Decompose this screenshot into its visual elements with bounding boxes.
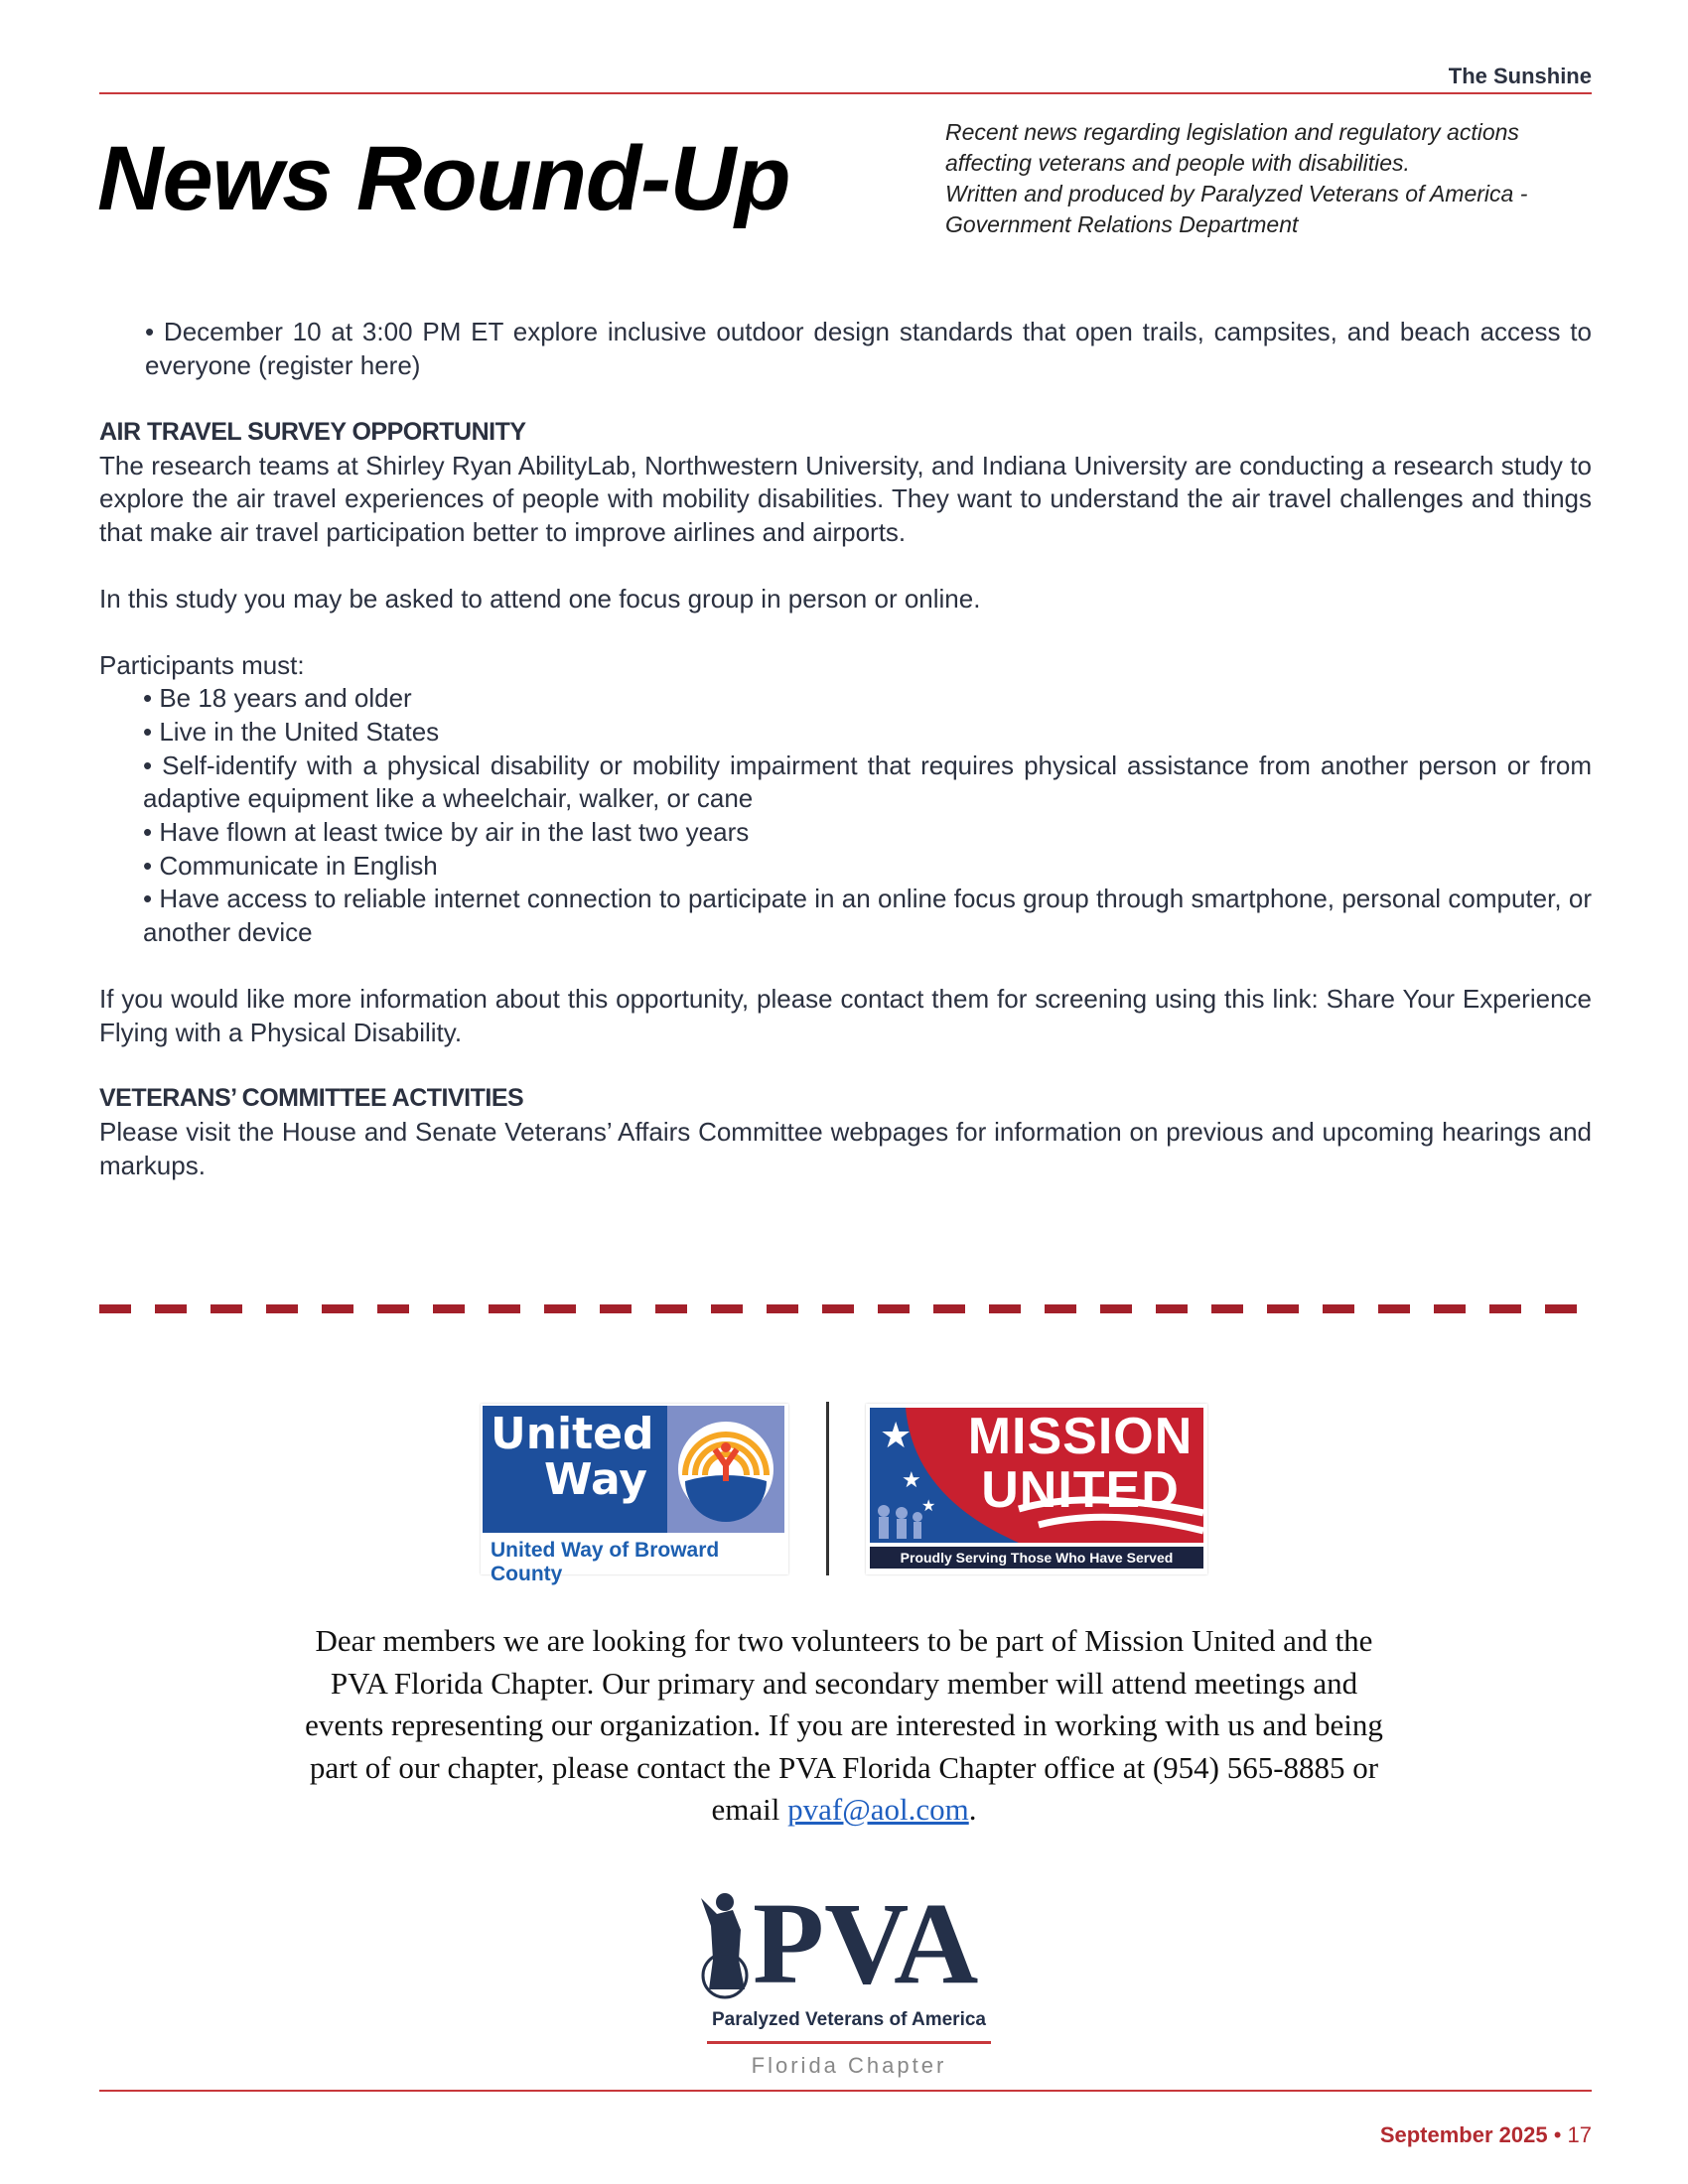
- list-item: • Have access to reliable internet connection to participate in an online focus group through smartphone, personal computer, or another device: [143, 884, 1592, 948]
- paragraph: Please visit the House and Senate Veterans’ Affairs Committee webpages for information on previous and upcoming hearings and markups.: [99, 1116, 1592, 1180]
- subtitle-line: Government Relations Department: [945, 211, 1299, 237]
- issue-date: September 2025: [1379, 2122, 1548, 2147]
- subtitle-line: Recent news regarding legislation and regulatory actions: [945, 119, 1519, 145]
- logo-name: Paralyzed Veterans of America: [712, 2009, 986, 2030]
- paragraph: The research teams at Shirley Ryan AbilityLab, Northwestern University, and Indiana University are conducting a research study to explore the air travel experiences of people with mobility disabilities. They want to understand the air travel challenges and things that make air travel participation better to improve airlines and airports.: [99, 450, 1592, 548]
- list-item: • Communicate in English: [143, 850, 438, 881]
- air-travel-section: [99, 416, 1592, 1182]
- header-rule: [99, 92, 1592, 94]
- united-way-logo: [481, 1404, 788, 1585]
- section-heading: VETERANS’ COMMITTEE ACTIVITIES: [99, 1084, 524, 1113]
- separator: •: [1547, 2122, 1568, 2147]
- paragraph: In this study you may be asked to attend one focus group in person or online.: [99, 583, 981, 614]
- page-footer: [1380, 2122, 1592, 2148]
- dashed-divider: [99, 1304, 1592, 1313]
- logo-text: [961, 1410, 1199, 1517]
- svg-text:★: ★: [880, 1415, 913, 1455]
- saluting-veteran-icon: [695, 1890, 755, 2001]
- logo-tagline: Proudly Serving Those Who Have Served: [870, 1547, 1203, 1569]
- logo-caption: United Way of Broward County: [491, 1539, 720, 1585]
- contact-paragraph: If you would like more information about this opportunity, please contact them for screening using this link: Share Your Experience Flying with a Physical Disability.: [99, 983, 1592, 1047]
- section-heading: AIR TRAVEL SURVEY OPPORTUNITY: [99, 418, 526, 446]
- list-item: • Live in the United States: [143, 716, 440, 747]
- volunteer-message: [298, 1620, 1390, 1832]
- mission-united-logo: [866, 1404, 1207, 1574]
- footer-rule: [99, 2090, 1592, 2092]
- email-link[interactable]: pvaf@aol.com: [787, 1792, 969, 1827]
- pva-logo: [695, 1878, 1003, 2089]
- svg-text:★: ★: [902, 1467, 921, 1492]
- united-way-emblem-icon: [675, 1414, 776, 1525]
- page-subtitle: [945, 117, 1601, 240]
- subtitle-line: affecting veterans and people with disabilities.: [945, 150, 1410, 176]
- logo-line: MISSION: [967, 1408, 1194, 1465]
- logo-text: United: [491, 1409, 654, 1459]
- logo-chapter: Florida Chapter: [751, 2053, 947, 2078]
- pva-letters: PVA: [753, 1878, 979, 2008]
- svg-text:★: ★: [921, 1498, 936, 1515]
- event-bullet: • December 10 at 3:00 PM ET explore inclusive outdoor design standards that open trails, campsites, and beach access to everyone (register here): [145, 317, 1592, 380]
- requirements-list: [99, 682, 1592, 950]
- running-title: The Sunshine: [1448, 64, 1592, 88]
- logo-line: UNITED: [981, 1461, 1180, 1519]
- list-item: • Be 18 years and older: [143, 683, 412, 714]
- list-item: • Self-identify with a physical disability or mobility impairment that requires physical assistance from another person or from adaptive equipment like a wheelchair, walker, or cane: [143, 750, 1592, 814]
- logo-text: Way: [544, 1454, 647, 1505]
- page-title: News Round-Up: [97, 128, 790, 229]
- subtitle-line: Written and produced by Paralyzed Veterans of America -: [945, 181, 1528, 206]
- list-item: • Have flown at least twice by air in the last two years: [143, 817, 750, 848]
- logo-rule: [707, 2041, 991, 2044]
- volunteer-text: Dear members we are looking for two volunteers to be part of Mission United and the PVA Florida Chapter. Our primary and secondary member will attend meetings and events representing our organization. If you are interested in working with us and being part of our chapter, please contact the PVA Florida Chapter office at (954) 565-8885 or email: [305, 1623, 1383, 1827]
- page-number: 17: [1567, 2122, 1592, 2147]
- logo-divider: [826, 1402, 829, 1575]
- participants-label: Participants must:: [99, 649, 305, 680]
- punctuation: .: [968, 1792, 977, 1827]
